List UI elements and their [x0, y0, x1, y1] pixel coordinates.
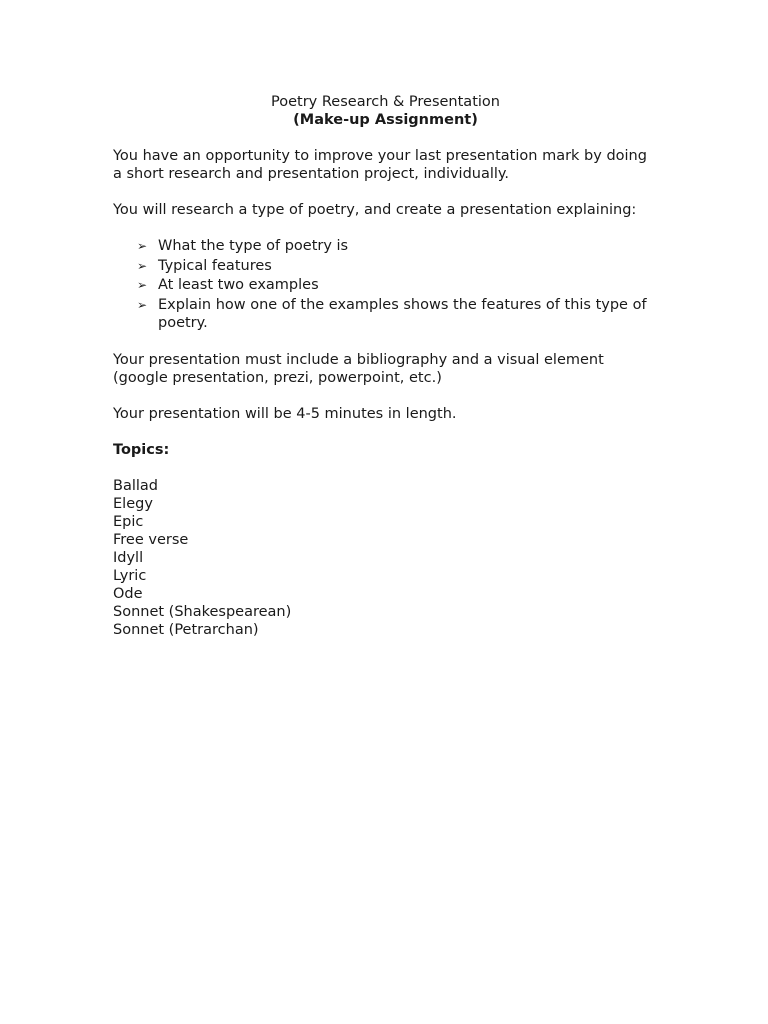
topic-item: Ballad: [113, 477, 158, 494]
requirements-bullet-list: [113, 237, 658, 333]
research-paragraph: You will research a type of poetry, and create a presentation explaining:: [113, 202, 637, 218]
arrow-bullet-icon: ➢: [137, 239, 148, 253]
topic-list: [113, 477, 658, 640]
arrow-bullet-icon: ➢: [137, 258, 148, 273]
bullet-text: Typical features: [158, 257, 272, 274]
topic-item: Free verse: [113, 531, 189, 548]
topic-item: Epic: [113, 513, 144, 530]
intro-paragraph: You have an opportunity to improve your last presentation mark by doing a short research and presentation project, individually.: [113, 148, 647, 182]
title-block: [113, 93, 658, 129]
bullet-text: At least two examples: [158, 277, 319, 293]
requirements-paragraph: Your presentation must include a bibliography and a visual element (google presentation, prezi, powerpoint, etc.): [113, 351, 604, 386]
bullet-item: [113, 276, 658, 295]
topic-item: Elegy: [113, 495, 153, 512]
topic-item: Lyric: [113, 567, 147, 584]
document-title: Poetry Research & Presentation: [271, 94, 500, 110]
topic-item: Sonnet (Shakespearean): [113, 604, 292, 621]
bullet-item: [113, 237, 658, 256]
document-subtitle: (Make-up Assignment): [293, 112, 478, 128]
topics-heading: Topics:: [113, 441, 170, 458]
length-paragraph: Your presentation will be 4-5 minutes in length.: [113, 405, 457, 422]
topic-item: Ode: [113, 586, 143, 603]
document-body: [113, 93, 658, 639]
arrow-bullet-icon: ➢: [137, 297, 148, 312]
topic-item: Sonnet (Petrarchan): [113, 622, 259, 639]
topic-item: Idyll: [113, 549, 144, 566]
bullet-text: Explain how one of the examples shows the features of this type of poetry.: [158, 296, 647, 331]
bullet-item: [113, 257, 658, 276]
arrow-bullet-icon: ➢: [137, 278, 148, 292]
bullet-item: [113, 296, 658, 333]
bullet-text: What the type of poetry is: [158, 238, 349, 254]
